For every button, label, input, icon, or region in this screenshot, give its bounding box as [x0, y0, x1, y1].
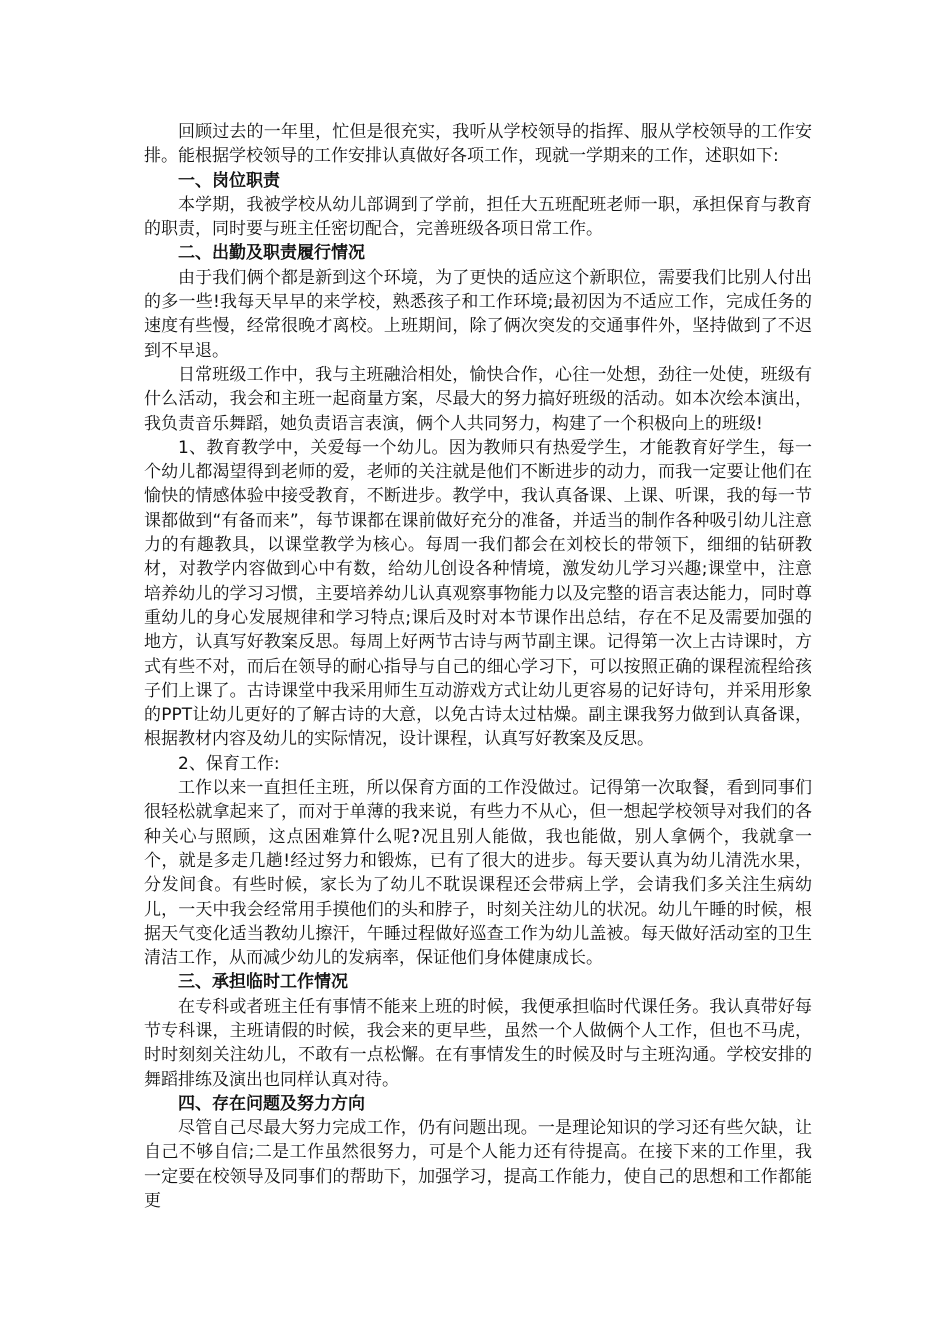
section-heading-problems: 四、存在问题及努力方向 [178, 1093, 365, 1114]
care-paragraph: 工作以来一直担任主班，所以保育方面的工作没做过。记得第一次取餐，看到同事们很轻松就拿起来了，而对于单薄的我来说，有些力不从心，但一想起学校领导对我们的各种关心与照顾，这点困难算什么呢?况且别人能做，我也能做，别人拿俩个，我就拿一个，就是多走几趟!经过努力和锻炼，已有了很大的进步。每天要认真为幼儿清洗水果，分发间食。有些时候，家长为了幼儿不耽误课程还会带病上学，会请我们多关注生病幼儿，一天中我会经常用手摸他们的头和脖子，时刻关注幼儿的状况。幼儿午睡的时候，根据天气变化适当教幼儿擦汗，午睡过程做好巡查工作为幼儿盖被。每天做好活动室的卫生清洁工作，从而减少幼儿的发病率，保证他们身体健康成长。 [144, 778, 812, 969]
temporary-paragraph: 在专科或者班主任有事情不能来上班的时候，我便承担临时代课任务。我认真带好每节专科课，主班请假的时候，我会来的更早些，虽然一个人做俩个人工作，但也不马虎，时时刻刻关注幼儿，不敢有一点松懈。在有事情发生的时候及时与主班沟通。学校安排的舞蹈排练及演出也同样认真对待。 [144, 996, 812, 1090]
attendance-paragraph: 由于我们俩个都是新到这个环境，为了更快的适应这个新职位，需要我们比别人付出的多一些!我每天早早的来学校，熟悉孩子和工作环境;最初因为不适应工作，完成任务的速度有些慢，经常很晚才离校。上班期间，除了俩次突发的交通事件外，坚持做到了不迟到不早退。 [144, 267, 812, 361]
class-work-paragraph: 日常班级工作中，我与主班融洽相处，愉快合作，心往一处想，劲往一处使，班级有什么活动，我会和主班一起商量方案，尽最大的努力搞好班级的活动。如本次绘本演出，我负责音乐舞蹈，她负责语言表演，俩个人共同努力，构建了一个积极向上的班级! [144, 364, 812, 434]
section-heading-duties: 一、岗位职责 [178, 170, 280, 191]
document-body [144, 120, 812, 1213]
problems-paragraph: 尽管自己尽最大努力完成工作，仍有问题出现。一是理论知识的学习还有些欠缺，让自己不够自信;二是工作虽然很努力，可是个人能力还有待提高。在接下来的工作里，我一定要在校领导及同事们的帮助下，加强学习，提高工作能力，使自己的思想和工作都能更 [144, 1118, 812, 1212]
intro-paragraph: 回顾过去的一年里，忙但是很充实，我听从学校领导的指挥、服从学校领导的工作安排。能根据学校领导的工作安排认真做好各项工作，现就一学期来的工作，述职如下: [144, 122, 812, 167]
section-heading-attendance: 二、出勤及职责履行情况 [178, 243, 365, 264]
teaching-paragraph: 1、教育教学中，关爱每一个幼儿。因为教师只有热爱学生，才能教育好学生，每一个幼儿都渴望得到老师的爱，老师的关注就是他们不断进步的动力，而我一定要让他们在愉快的情感体验中接受教育，不断进步。教学中，我认真备课、上课、听课，我的每一节课都做到“有备而来”，每节课都在课前做好充分的准备，并适当的制作各种吸引幼儿注意力的有趣教具，以课堂教学为核心。每周一我们都会在刘校长的带领下，细细的钻研教材，对教学内容做到心中有数，给幼儿创设各种情境，激发幼儿学习兴趣;课堂中，注意培养幼儿的学习习惯，主要培养幼儿认真观察事物能力以及完整的语言表达能力，同时尊重幼儿的身心发展规律和学习特点;课后及时对本节课作出总结，存在不足及需要加强的地方，认真写好教案反思。每周上好两节古诗与两节副主课。记得第一次上古诗课时，方式有些不对，而后在领导的耐心指导与自己的细心学习下，可以按照正确的课程流程给孩子们上课了。古诗课堂中我采用师生互动游戏方式让幼儿更容易的记好诗句，并采用形象的PPT让幼儿更好的了解古诗的大意，以免古诗太过枯燥。副主课我努力做到认真备课，根据教材内容及幼儿的实际情况，设计课程，认真写好教案及反思。 [144, 437, 812, 750]
duties-paragraph: 本学期，我被学校从幼儿部调到了学前，担任大五班配班老师一职，承担保育与教育的职责，同时要与班主任密切配合，完善班级各项日常工作。 [144, 194, 812, 240]
section-heading-temporary: 三、承担临时工作情况 [178, 972, 348, 993]
care-subheading: 2、保育工作: [178, 753, 280, 774]
